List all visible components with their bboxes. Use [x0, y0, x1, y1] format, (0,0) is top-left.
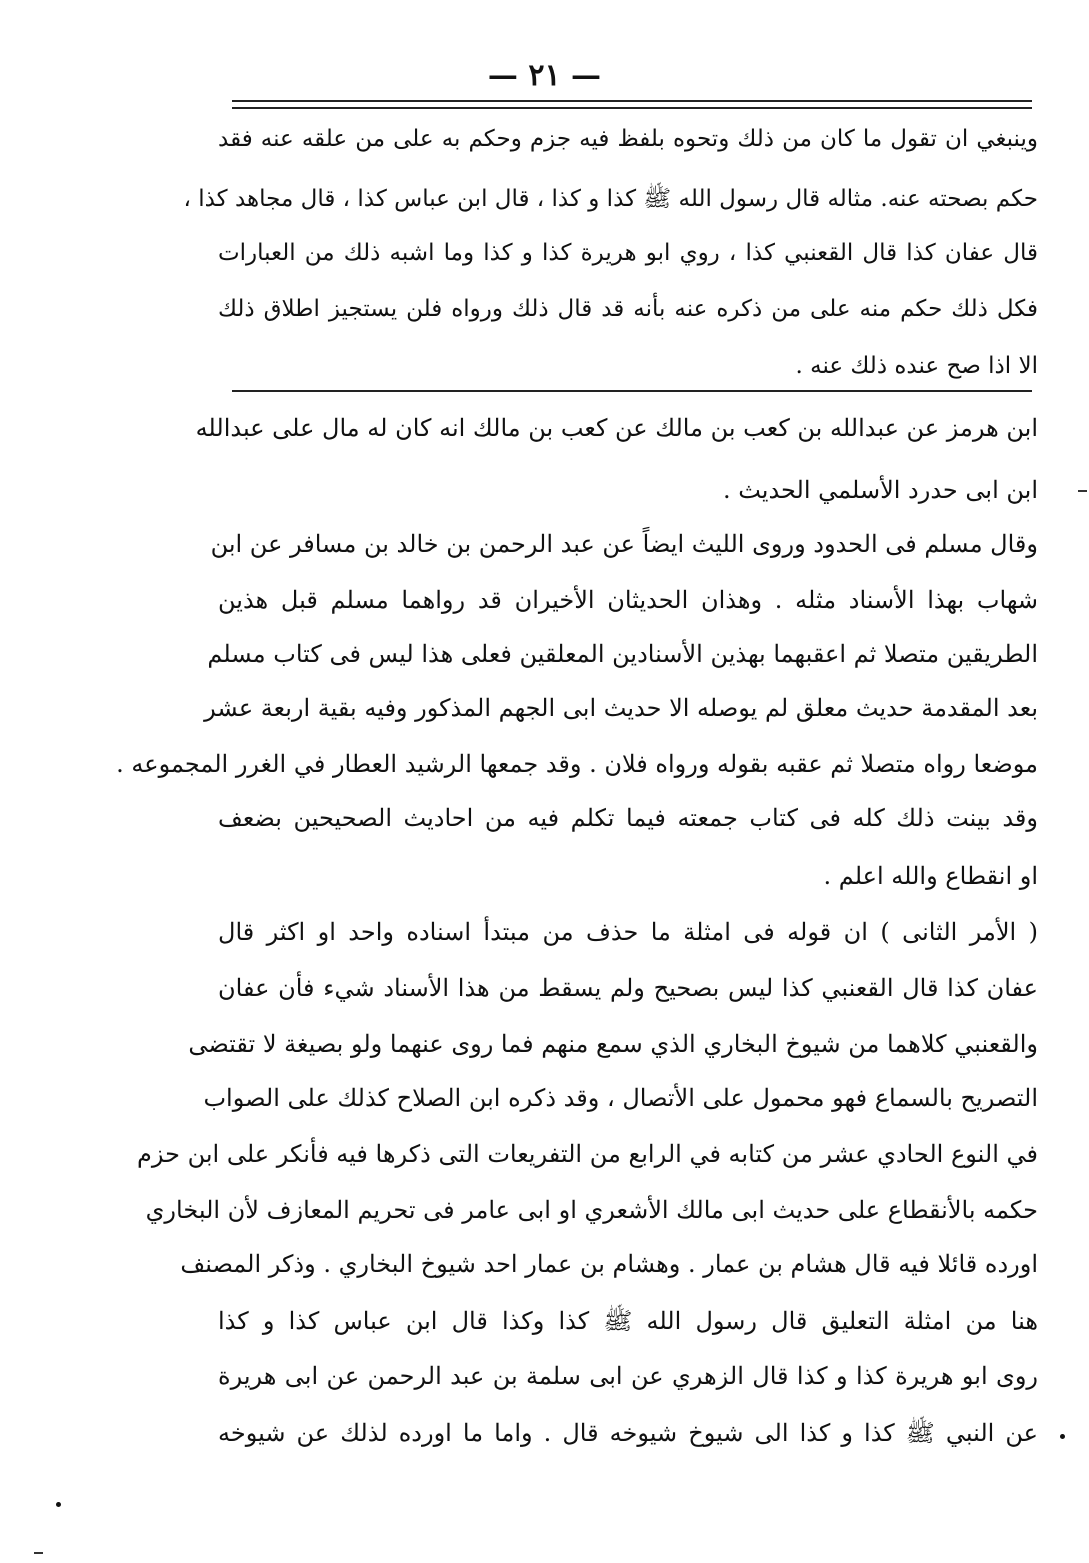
commentary-line: شهاب بهذا الأسناد مثله . وهذان الحديثان الأخيران قد رواهما مسلم قبل هذين: [218, 586, 1038, 614]
commentary-line: عفان كذا قال القعنبي كذا ليس بصحيح ولم يسقط من هذا الأسناد شيء فأن عفان: [218, 974, 1038, 1002]
commentary-line: موضعا رواه متصلا ثم عقبه بقوله ورواه فلان . وقد جمعها الرشيد العطار في الغرر المجموعه .: [116, 750, 1038, 778]
commentary-line: ( الأمر الثانى ) ان قوله فى امثلة ما حذف من مبتدأ اسناده واحد او اكثر قال: [218, 918, 1038, 946]
scan-mark: [34, 1552, 43, 1554]
commentary-line: روى ابو هريرة كذا و كذا قال الزهري عن ابى سلمة بن عبد الرحمن عن ابى هريرة: [218, 1362, 1038, 1390]
commentary-line: وقال مسلم فى الحدود وروى الليث ايضاً عن عبد الرحمن بن خالد بن مسافر عن ابن: [210, 530, 1038, 558]
header-double-rule: [232, 100, 1032, 109]
commentary-line: هنا من امثلة التعليق قال رسول الله ﷺ كذا وكذا قال ابن عباس كذا و كذا: [218, 1307, 1038, 1335]
main-text-line: حكم بصحته عنه. مثاله قال رسول الله ﷺ كذا و كذا ، قال ابن عباس كذا ، قال مجاهد كذا ،: [183, 186, 1038, 212]
commentary-line: اورده قائلا فيه قال هشام بن عمار . وهشام بن عمار احد شيوخ البخاري . وذكر المصنف: [180, 1250, 1038, 1278]
commentary-line: التصريح بالسماع فهو محمول على الأتصال ، وقد ذكره ابن الصلاح كذلك على الصواب: [203, 1084, 1038, 1112]
commentary-line: الطريقين متصلا ثم اعقبهما بهذين الأسنادين المعلقين فعلى هذا ليس فى كتاب مسلم: [207, 640, 1038, 668]
commentary-line: بعد المقدمة حديث معلق لم يوصله الا حديث ابى الجهم المذكور وفيه بقية اربعة عشر: [204, 694, 1038, 722]
commentary-line: حكمه بالأنقطاع على حديث ابى مالك الأشعري او ابى عامر فى تحريم المعازف لأن البخاري: [145, 1196, 1038, 1224]
section-divider-rule: [232, 390, 1032, 392]
commentary-line: ابن هرمز عن عبدالله بن كعب بن مالك عن كعب بن مالك انه كان له مال على عبدالله: [195, 414, 1038, 442]
scan-mark: [1078, 490, 1087, 492]
main-text-line: فكل ذلك حكم منه على من ذكره عنه بأنه قد قال ذلك ورواه فلن يستجيز اطلاق ذلك: [218, 296, 1038, 322]
commentary-line: ابن ابى حدرد الأسلمي الحديث .: [722, 476, 1038, 504]
main-text-line: قال عفان كذا قال القعنبي كذا ، روي ابو هريرة كذا و كذا وما اشبه ذلك من العبارات: [218, 240, 1038, 266]
commentary-line: والقعنبي كلاهما من شيوخ البخاري الذي سمع منهم فما روى عنهما ولو بصيغة لا تقتضى: [188, 1030, 1038, 1058]
commentary-line: وقد بينت ذلك كله فى كتاب جمعته فيما تكلم فيه من احاديث الصحيحين بضعف: [218, 804, 1038, 832]
main-text-line: الا اذا صح عنده ذلك عنه .: [795, 353, 1038, 379]
scan-mark: [1060, 1434, 1065, 1439]
scan-mark: [56, 1502, 61, 1507]
commentary-line: او انقطاع والله اعلم .: [823, 862, 1038, 890]
page-number: — ٢١ —: [487, 58, 602, 93]
commentary-line: عن النبي ﷺ كذا و كذا الى شيوخ شيوخه قال . واما ما اورده لذلك عن شيوخه: [218, 1419, 1038, 1447]
main-text-line: وينبغي ان تقول ما كان من ذلك وتحوه بلفظ فيه جزم وحكم به على من علقه عنه فقد: [218, 126, 1038, 152]
commentary-line: في النوع الحادي عشر من كتابه في الرابع من التفريعات التى ذكرها فيه فأنكر على ابن حزم: [137, 1140, 1038, 1168]
